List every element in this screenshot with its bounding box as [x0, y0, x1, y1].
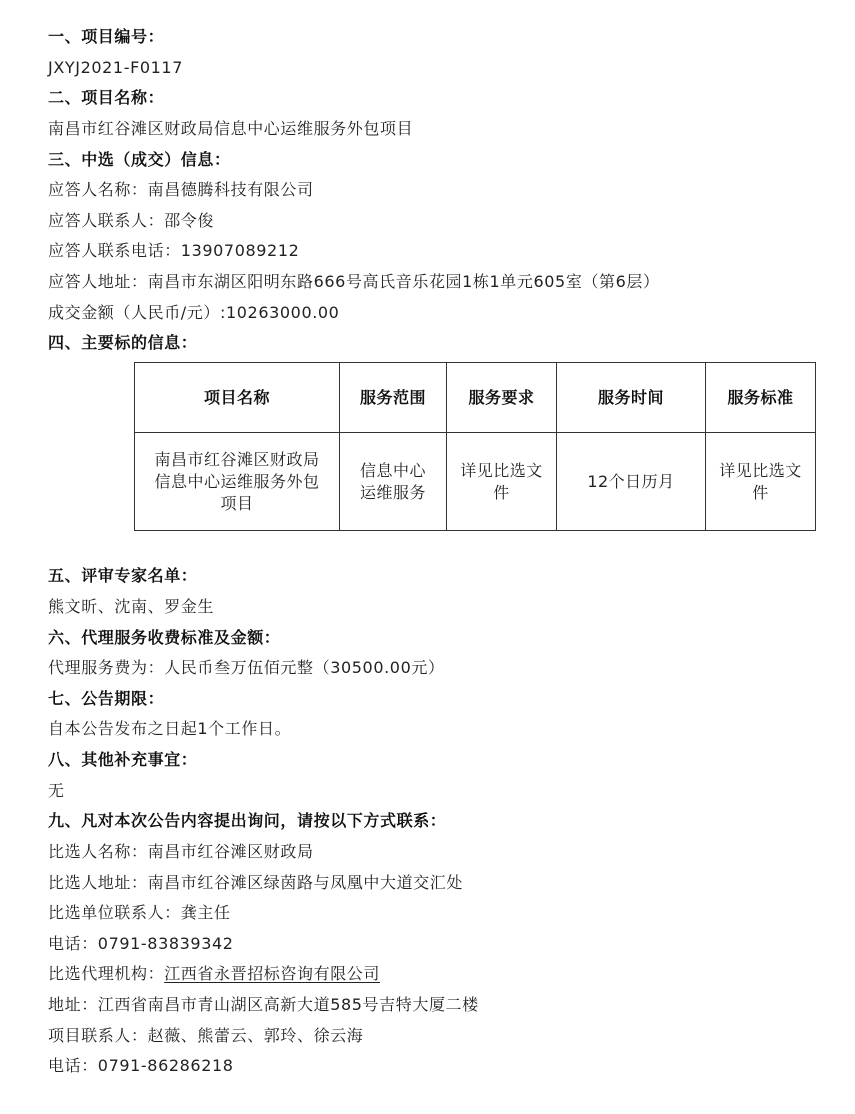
section-7-heading: 七、公告期限： [48, 689, 165, 708]
section-4-heading: 四、主要标的信息： [48, 333, 198, 352]
project-number: JXYJ2021-F0117 [48, 58, 183, 77]
cell-service-standard-line2: 件 [752, 482, 769, 502]
buyer-phone: 电话：0791-83839342 [48, 934, 234, 953]
main-subject-table [134, 362, 816, 531]
agency-phone: 电话：0791-86286218 [48, 1056, 234, 1075]
cell-service-requirement-line2: 件 [493, 482, 510, 502]
other-matters: 无 [48, 781, 65, 800]
cell-service-scope-line1: 信息中心 [359, 460, 426, 480]
table-row [135, 433, 816, 531]
section-3-heading: 三、中选（成交）信息： [48, 150, 231, 169]
table-header-row [135, 363, 816, 433]
expert-list: 熊文昕、沈南、罗金生 [48, 597, 215, 616]
cell-service-requirement-line1: 详见比选文 [460, 460, 543, 480]
agency-address: 地址：江西省南昌市青山湖区高新大道585号吉特大厦二楼 [48, 995, 479, 1014]
respondent-address: 应答人地址：南昌市东湖区阳明东路666号高氏音乐花园1栋1单元605室（第6层） [48, 272, 660, 291]
header-service-time: 服务时间 [557, 363, 706, 433]
agency-contacts: 项目联系人：赵薇、熊蕾云、郭玲、徐云海 [48, 1026, 364, 1045]
header-project-name: 项目名称 [135, 363, 340, 433]
cell-service-requirement [447, 433, 557, 531]
cell-project-name-line3: 项目 [220, 493, 254, 513]
cell-service-time: 12个日历月 [557, 433, 706, 531]
notice-period: 自本公告发布之日起1个工作日。 [48, 719, 292, 738]
section-8-heading: 八、其他补充事宜： [48, 750, 198, 769]
cell-service-scope [340, 433, 447, 531]
buyer-contact: 比选单位联系人：龚主任 [48, 903, 231, 922]
cell-project-name-line1: 南昌市红谷滩区财政局 [154, 449, 320, 469]
respondent-name: 应答人名称：南昌德腾科技有限公司 [48, 180, 314, 199]
buyer-address: 比选人地址：南昌市红谷滩区绿茵路与凤凰中大道交汇处 [48, 873, 464, 892]
respondent-phone: 应答人联系电话：13907089212 [48, 241, 300, 260]
cell-service-scope-line2: 运维服务 [359, 482, 426, 502]
section-1-heading: 一、项目编号： [48, 27, 165, 46]
buyer-name: 比选人名称：南昌市红谷滩区财政局 [48, 842, 314, 861]
section-2-heading: 二、项目名称： [48, 88, 165, 107]
agency-name-link[interactable]: 江西省永晋招标咨询有限公司 [164, 964, 381, 983]
section-6-heading: 六、代理服务收费标准及金额： [48, 628, 281, 647]
section-9-heading: 九、凡对本次公告内容提出询问，请按以下方式联系： [48, 811, 447, 830]
deal-amount: 成交金额（人民币/元）:10263000.00 [48, 303, 340, 322]
agency-row [48, 962, 380, 986]
section-5-heading: 五、评审专家名单： [48, 566, 198, 585]
agency-label: 比选代理机构： [48, 964, 165, 983]
header-service-standard: 服务标准 [706, 363, 816, 433]
cell-service-standard [706, 433, 816, 531]
cell-project-name-line2: 信息中心运维服务外包 [154, 471, 320, 491]
header-service-scope: 服务范围 [340, 363, 447, 433]
cell-service-standard-line1: 详见比选文 [719, 460, 802, 480]
agency-fee: 代理服务费为：人民币叁万伍佰元整（30500.00元） [48, 658, 445, 677]
project-name: 南昌市红谷滩区财政局信息中心运维服务外包项目 [48, 119, 414, 138]
cell-project-name [135, 433, 340, 531]
respondent-contact: 应答人联系人：邵令俊 [48, 211, 215, 230]
header-service-requirement: 服务要求 [447, 363, 557, 433]
